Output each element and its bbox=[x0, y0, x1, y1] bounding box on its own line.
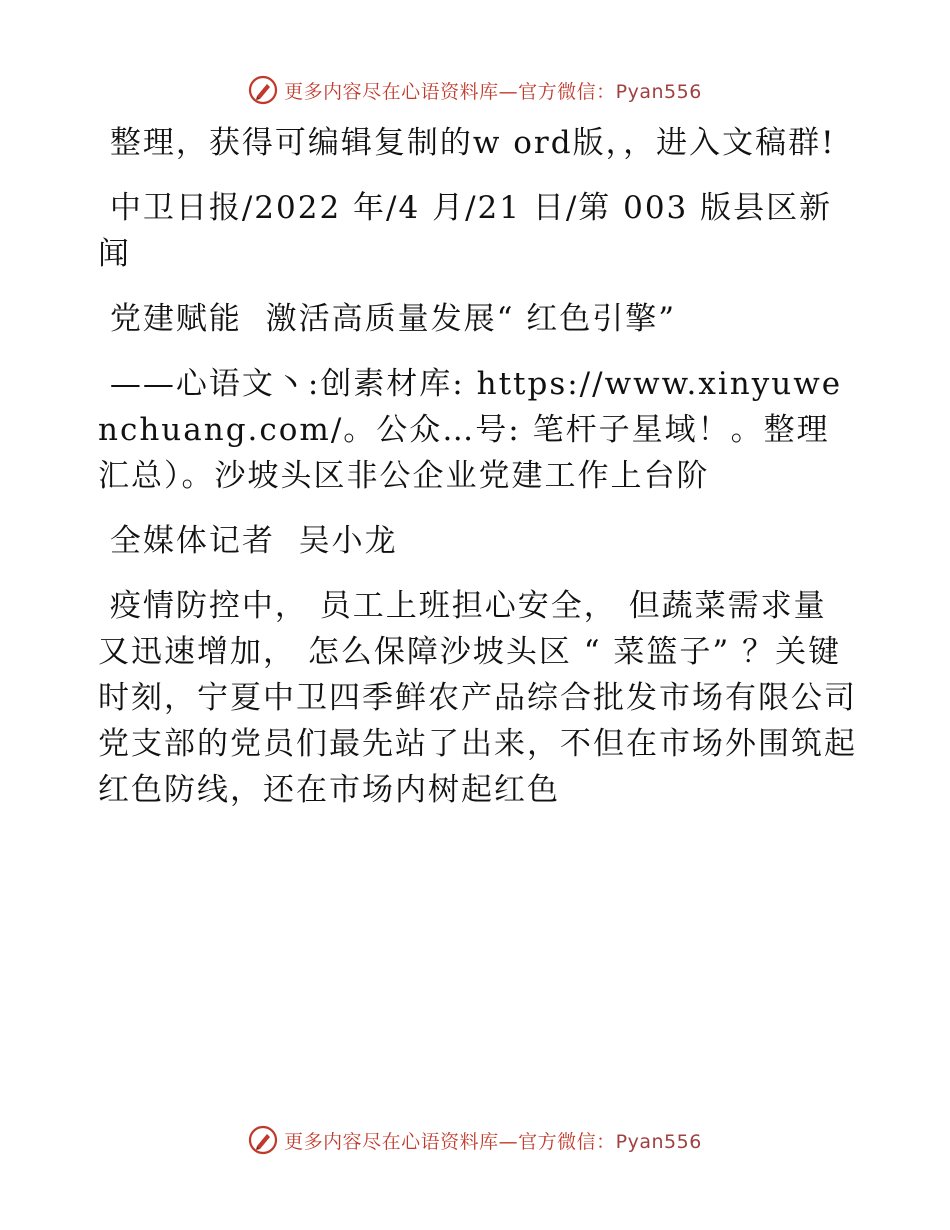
article-headline: 党建赋能 激活高质量发展“ 红色引擎” bbox=[98, 301, 677, 337]
byline: 全媒体记者 吴小龙 bbox=[98, 523, 398, 559]
pen-logo-icon bbox=[248, 75, 278, 105]
watermark-text: 更多内容尽在心语资料库—官方微信：Pyan556 bbox=[284, 80, 702, 103]
header-watermark-banner bbox=[0, 70, 950, 110]
intro-paragraph: 整理，获得可编辑复制的w ord版，，进入文稿群! bbox=[98, 125, 836, 161]
body-paragraph: 疫情防控中， 员工上班担心安全， 但蔬菜需求量又迅速增加， 怎么保障沙坡头区 “ 菜篮子” ？关键时刻，宁夏中卫四季鲜农产品综合批发市场有限公司党支部的党员们最先站了出来，不但在市场外围筑起红色防线，还在市场内树起红色 bbox=[98, 588, 857, 808]
source-line: 中卫日报/2022 年/4 月/21 日/第 003 版县区新闻 bbox=[98, 190, 833, 272]
document-body bbox=[98, 120, 858, 832]
footer-watermark-banner bbox=[0, 1120, 950, 1160]
article-subheadline: ——心语文丶:创素材库: https://www.xinyuwenchuang.com/。公众…号: 笔杆子星域！。整理汇总）。沙坡头区非公企业党建工作上台阶 bbox=[98, 366, 843, 494]
watermark-text: 更多内容尽在心语资料库—官方微信：Pyan556 bbox=[284, 1130, 702, 1153]
pen-logo-icon bbox=[248, 1125, 278, 1155]
